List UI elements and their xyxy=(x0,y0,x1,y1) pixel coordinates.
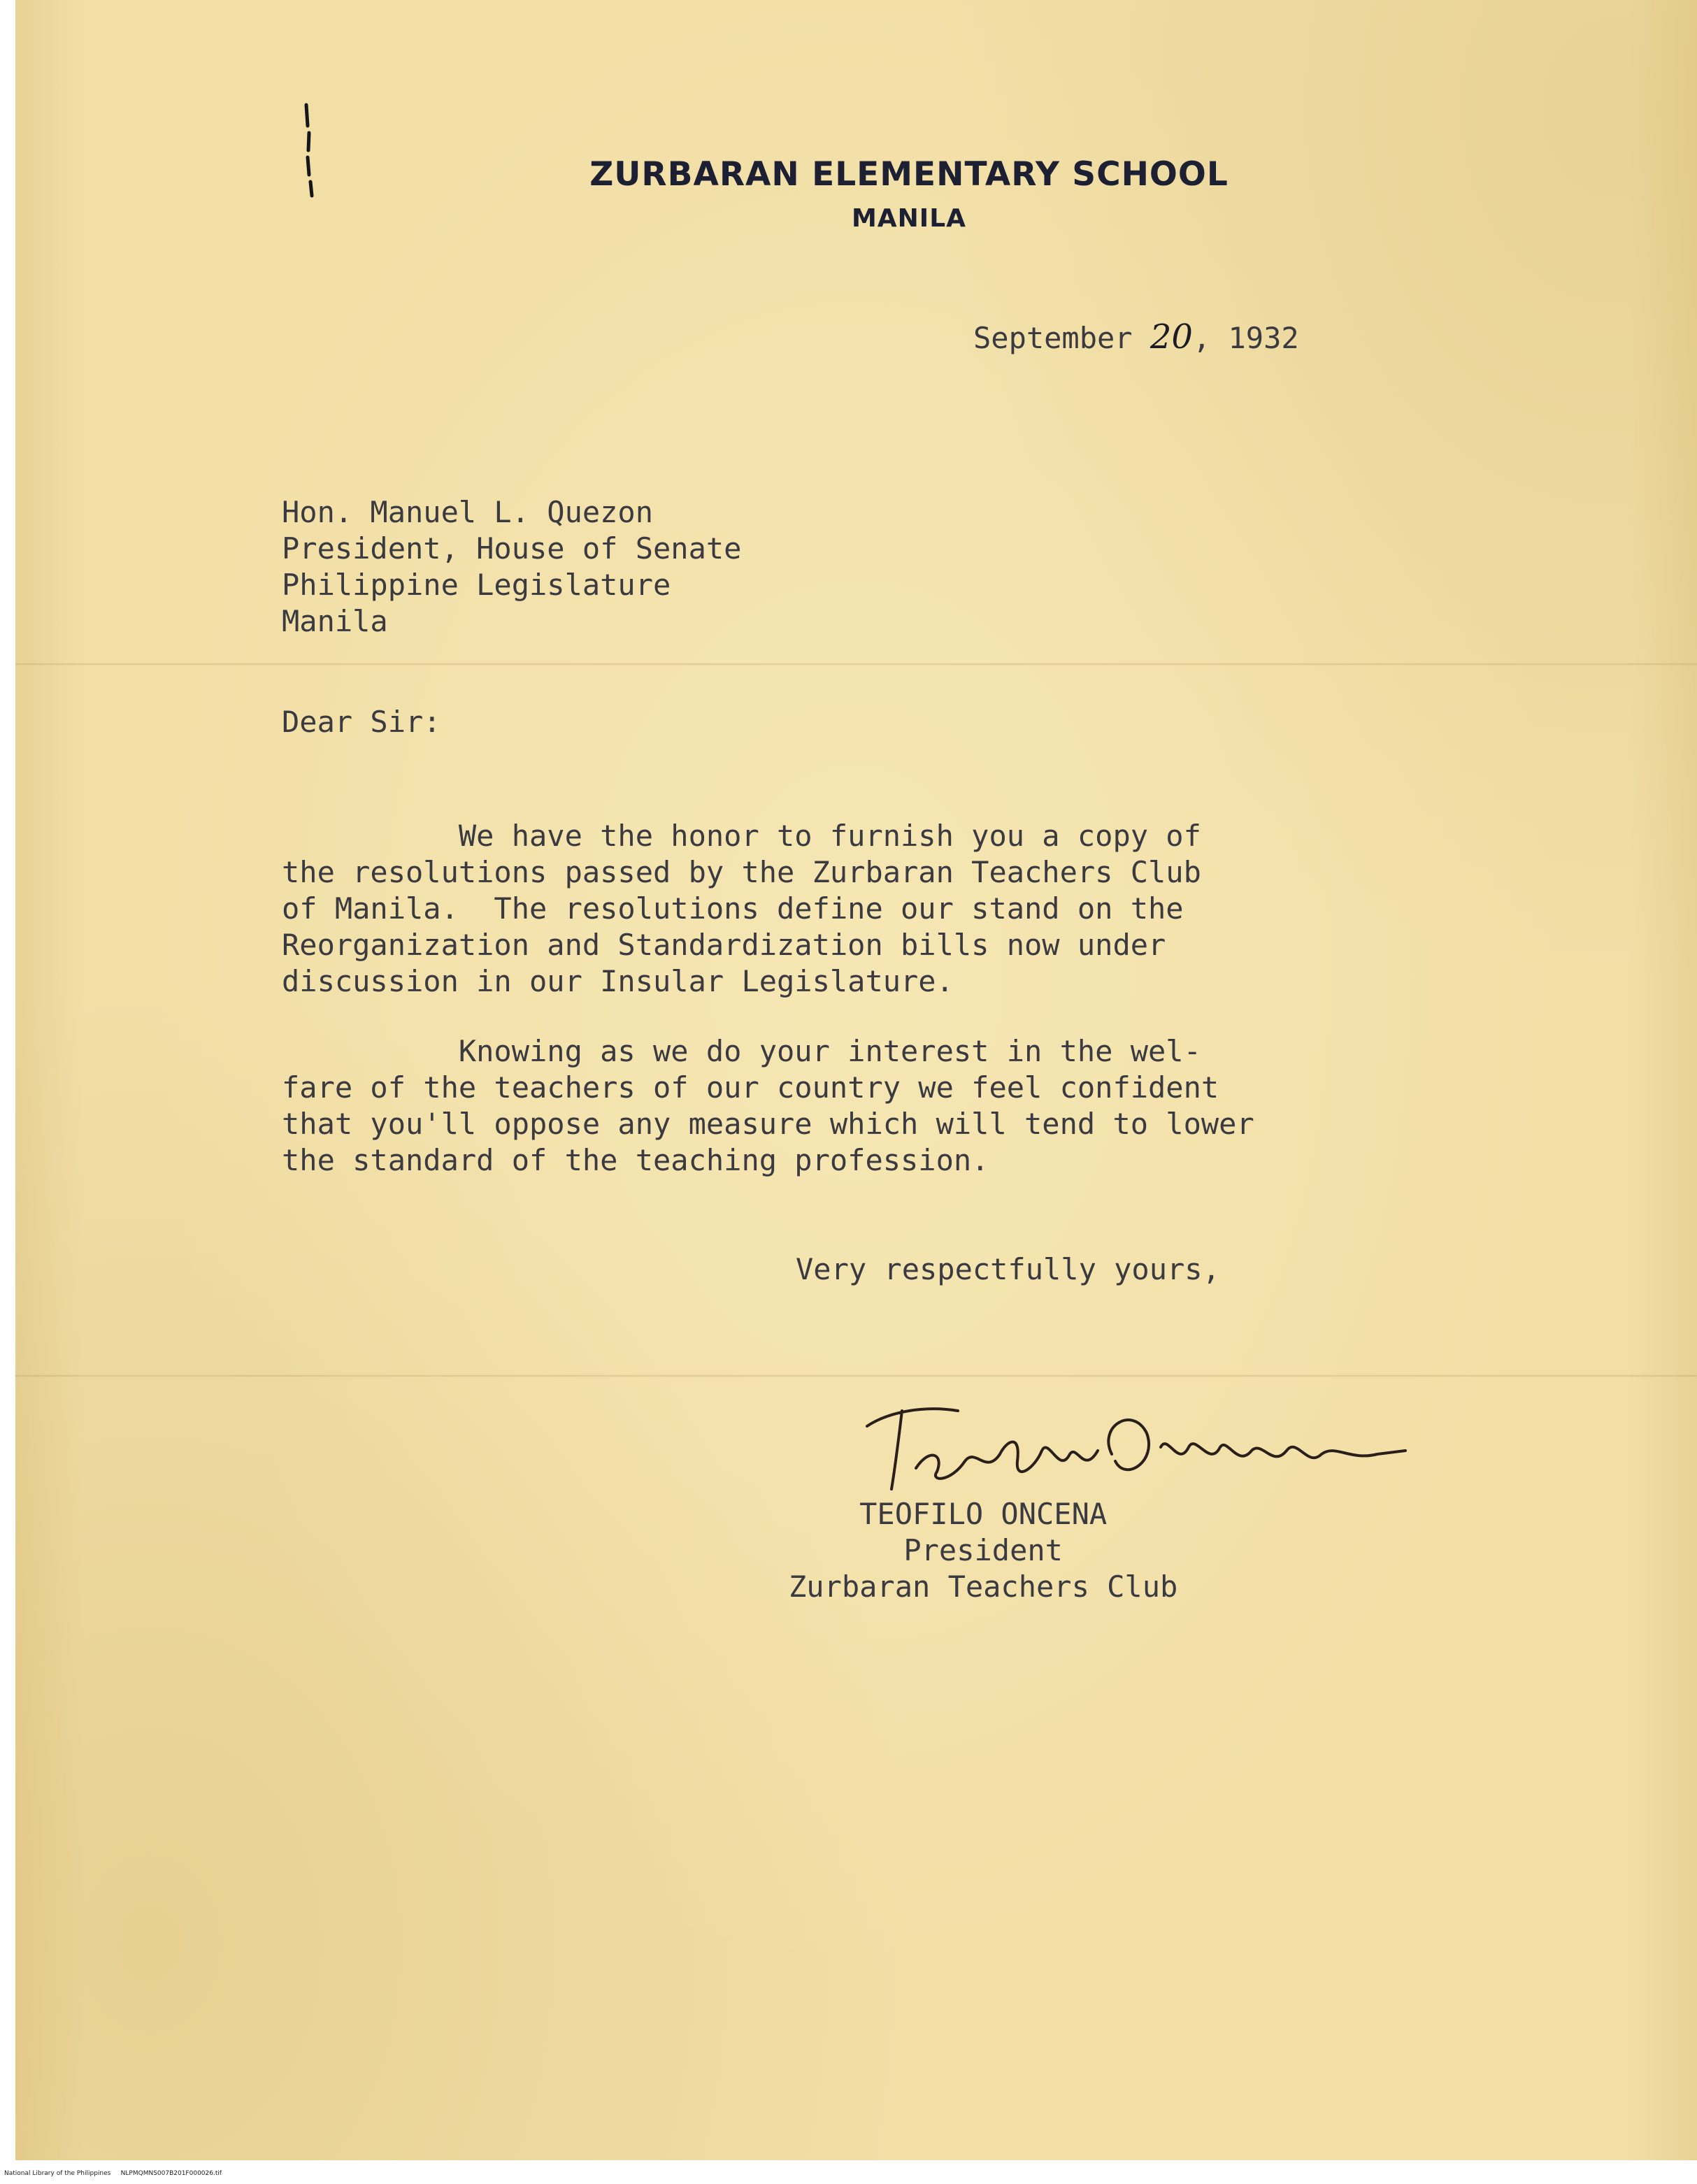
body-line: fare of the teachers of our country we feel confident xyxy=(282,1070,1219,1105)
date-day-handwritten: 20 xyxy=(1150,317,1193,357)
body-line: We have the honor to furnish you a copy of xyxy=(282,819,1201,853)
addressee-line: Manila xyxy=(282,604,388,638)
addressee-line: President, House of Senate xyxy=(282,531,742,566)
addressee-line: Hon. Manuel L. Quezon xyxy=(282,495,654,529)
body-line: that you'll oppose any measure which will tend to lower xyxy=(282,1107,1254,1141)
body-line: Knowing as we do your interest in the wel- xyxy=(282,1034,1201,1068)
date-month: September xyxy=(973,321,1150,355)
body-paragraph-1 xyxy=(282,818,1201,1000)
salutation: Dear Sir: xyxy=(282,705,441,739)
letterhead-city: MANILA xyxy=(851,204,966,233)
letterhead-school-name: ZURBARAN ELEMENTARY SCHOOL xyxy=(589,155,1229,194)
addressee-block xyxy=(282,494,741,640)
signer-organization: Zurbaran Teachers Club xyxy=(789,1569,1178,1604)
body-line: discussion in our Insular Legislature. xyxy=(282,964,954,998)
scan-footer-strip xyxy=(0,2160,1697,2184)
body-line: Reorganization and Standardization bills now under xyxy=(282,928,1166,962)
body-paragraph-2 xyxy=(282,1033,1254,1179)
scan-footer-text xyxy=(4,2170,222,2177)
fold-line-upper xyxy=(15,663,1697,666)
fold-line-lower xyxy=(15,1374,1697,1377)
signer-block xyxy=(789,1496,1177,1605)
handwritten-signature xyxy=(860,1384,1412,1510)
date-year: , 1932 xyxy=(1192,321,1299,355)
closing-line: Very respectfully yours, xyxy=(796,1252,1220,1286)
letter-date xyxy=(973,319,1299,357)
body-line: of Manila. The resolutions define our stand on the xyxy=(282,891,1184,926)
signer-name: TEOFILO ONCENA xyxy=(859,1497,1108,1531)
footer-source: National Library of the Philippines xyxy=(4,2170,111,2177)
addressee-line: Philippine Legislature xyxy=(282,568,671,602)
body-line: the standard of the teaching profession. xyxy=(282,1143,989,1177)
footer-file: NLPMQMNS007B201F000026.tif xyxy=(120,2170,222,2177)
body-line: the resolutions passed by the Zurbaran Teachers Club xyxy=(282,855,1201,889)
signer-title: President xyxy=(903,1533,1063,1567)
